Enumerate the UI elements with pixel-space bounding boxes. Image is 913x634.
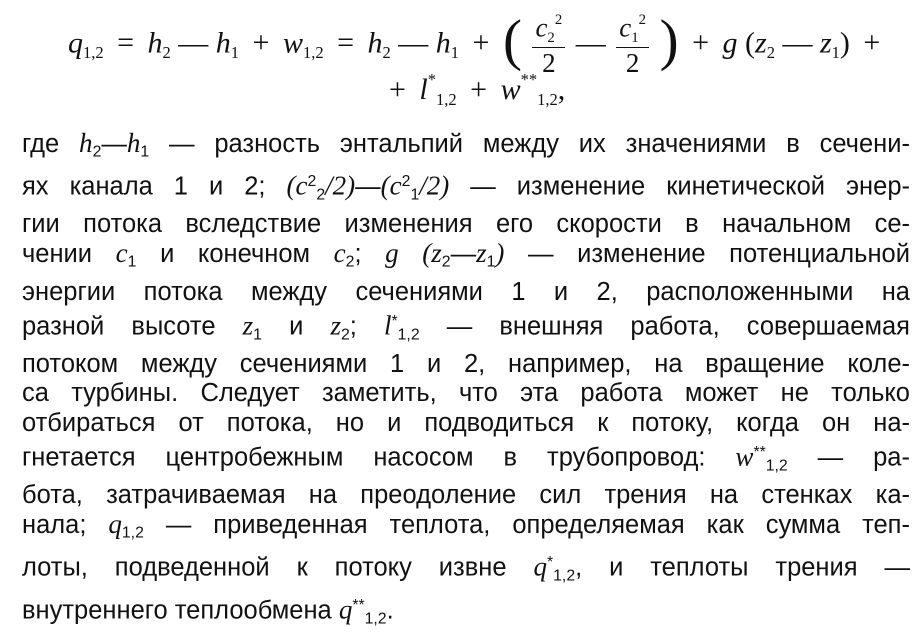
z2-subscript: 2: [766, 43, 775, 63]
minus-sign: —: [398, 26, 429, 60]
text-line: энергии потока между сечениями 1 и 2, расположенными на: [22, 277, 910, 306]
g-symbol: g: [722, 26, 738, 60]
plus-sign: +: [472, 26, 490, 60]
text-run: гнетается центробежным насосом в трубопровод:: [22, 443, 706, 472]
w-symbol: w: [500, 73, 521, 107]
z2-symbol: z: [755, 26, 767, 60]
h2-symbol: h: [147, 26, 163, 60]
math-subscript: 2: [316, 186, 326, 204]
c-subscript: 1: [631, 29, 639, 46]
w-subscript: 1,2: [302, 43, 324, 63]
math-symbol: q: [338, 594, 353, 625]
h2-symbol: h: [367, 26, 383, 60]
text-run: лоты, подведенной к потоку извне: [22, 554, 507, 583]
text-run: , и теплоты трения —: [575, 554, 910, 583]
text-run: внутреннего теплообмена: [22, 596, 332, 625]
math-symbol: q: [533, 552, 547, 583]
math-superscript: **: [352, 597, 365, 615]
math-symbol: w: [735, 441, 754, 472]
math-symbol: /2): [325, 170, 356, 201]
c-superscript: 2: [554, 12, 563, 28]
math-symbol: h: [79, 128, 93, 158]
math-subscript: 1: [253, 326, 262, 344]
text-run: —: [355, 172, 381, 201]
math-superscript: 2: [307, 173, 317, 191]
minus-sign: —: [178, 26, 209, 60]
math-subscript: 1,2: [553, 567, 576, 585]
text-run: — приведенная теплота, определяемая как сумма теп-: [165, 511, 910, 540]
text-line: отбираться от потока, но и подводиться к потоку, когда он на-: [22, 408, 910, 437]
math-symbol: (z: [422, 238, 442, 269]
l-symbol: l: [419, 73, 428, 107]
text-run: и: [289, 312, 304, 341]
fraction-denominator: 2: [625, 47, 640, 78]
h1-symbol: h: [435, 26, 451, 60]
text-line: [22, 438, 910, 481]
math-subscript: 1,2: [121, 524, 144, 542]
math-subscript: 2: [340, 326, 350, 344]
math-symbol: g: [385, 238, 399, 269]
formula-line-2: [383, 72, 565, 108]
c-superscript: 2: [638, 12, 647, 28]
kinetic-fraction-c2: [532, 12, 565, 79]
text-run: чении: [22, 240, 93, 269]
math-subscript: 1: [410, 186, 420, 204]
h1-symbol: h: [215, 26, 231, 60]
text-run: ;: [349, 312, 357, 341]
math-symbol: z: [476, 238, 487, 269]
text-run: и конечном: [160, 240, 311, 269]
left-paren: (: [745, 26, 755, 60]
text-line: са турбины. Следует заметить, что эта работа может не только: [22, 379, 910, 408]
explanation-paragraph: [22, 129, 910, 634]
comma: ,: [557, 73, 566, 107]
c-subscript: 2: [547, 29, 555, 46]
text-run: — разность энтальпий между их значениями в сечени-: [169, 130, 910, 158]
h1-subscript: 1: [450, 43, 460, 63]
text-run: ях канала 1 и 2;: [22, 172, 266, 201]
text-line: [22, 591, 910, 634]
q-subscript: 1,2: [83, 43, 104, 63]
math-symbol: /2): [419, 170, 450, 201]
right-paren: ): [659, 9, 679, 73]
text-run: ;: [354, 240, 362, 269]
h2-subscript: 2: [382, 43, 391, 63]
text-line: гии потока вследствие изменения его скорости в начальном се-: [22, 209, 910, 238]
text-line: [22, 307, 910, 350]
equals-sign: =: [337, 26, 355, 60]
math-subscript: 2: [92, 143, 102, 161]
text-line: потоком между сечениями 1 и 2, например, на вращение коле-: [22, 349, 910, 378]
text-line: [22, 167, 910, 210]
math-symbol: (c: [380, 170, 402, 201]
q-symbol: q: [68, 26, 83, 60]
text-run: — изменение кинетической энер-: [470, 172, 910, 201]
math-superscript: *: [546, 554, 554, 572]
text-line: [22, 548, 910, 591]
minus-sign: —: [575, 26, 606, 60]
math-subscript: 2: [441, 254, 451, 272]
math-symbol: q: [108, 509, 122, 540]
plus-sign: +: [470, 73, 488, 107]
math-symbol: h: [126, 128, 141, 158]
text-run: — изменение потенциальной: [528, 240, 910, 269]
text-run: — ра-: [817, 443, 910, 472]
z1-subscript: 1: [831, 43, 840, 63]
text-line: [22, 239, 910, 277]
math-symbol: ): [495, 238, 505, 269]
plus-sign: +: [692, 26, 709, 60]
text-line: [22, 510, 910, 548]
plus-sign: +: [389, 73, 406, 107]
h1-subscript: 1: [230, 43, 240, 63]
math-symbol: l: [383, 310, 392, 341]
c-symbol: c: [535, 12, 548, 43]
w-subscript: 1,2: [537, 89, 558, 109]
math-subscript: 1: [486, 254, 496, 272]
right-paren: ): [839, 26, 850, 60]
math-subscript: 2: [345, 254, 355, 272]
math-subscript: 1: [140, 143, 150, 161]
math-subscript: 1,2: [364, 610, 387, 628]
math-symbol: c: [333, 238, 346, 269]
text-run: —: [101, 130, 127, 158]
text-run: .: [386, 596, 394, 625]
h2-subscript: 2: [162, 43, 171, 63]
math-superscript: **: [753, 443, 766, 461]
minus-sign: —: [782, 26, 813, 60]
left-paren: (: [502, 9, 522, 73]
math-superscript: *: [391, 312, 398, 330]
text-line: [22, 129, 910, 167]
text-run: разной высоте: [22, 312, 216, 341]
c-symbol: c: [619, 12, 632, 43]
w-superscript: **: [520, 70, 538, 89]
plus-sign: +: [863, 26, 881, 60]
math-subscript: 1: [127, 254, 137, 272]
math-subscript: 1,2: [397, 326, 420, 344]
math-subscript: 1,2: [765, 457, 788, 475]
l-superscript: *: [427, 70, 437, 89]
equals-sign: =: [117, 26, 135, 60]
math-symbol: z: [242, 310, 254, 341]
math-symbol: c: [115, 238, 128, 269]
math-symbol: (c: [286, 170, 308, 201]
z1-symbol: z: [819, 26, 832, 60]
kinetic-fraction-c1: [616, 12, 649, 79]
w-symbol: w: [282, 26, 303, 60]
text-run: — внешняя работа, совершаемая: [446, 312, 910, 341]
math-superscript: 2: [401, 173, 411, 191]
text-run: нала;: [22, 511, 87, 540]
formula-line-1: [68, 9, 886, 79]
fraction-denominator: 2: [542, 47, 556, 78]
math-symbol: z: [330, 310, 341, 341]
l-subscript: 1,2: [436, 89, 457, 109]
plus-sign: +: [252, 26, 270, 60]
text-run: где: [22, 130, 60, 158]
text-run: —: [450, 240, 477, 269]
text-line: бота, затрачиваемая на преодоление сил трения на стенках ка-: [22, 480, 910, 509]
